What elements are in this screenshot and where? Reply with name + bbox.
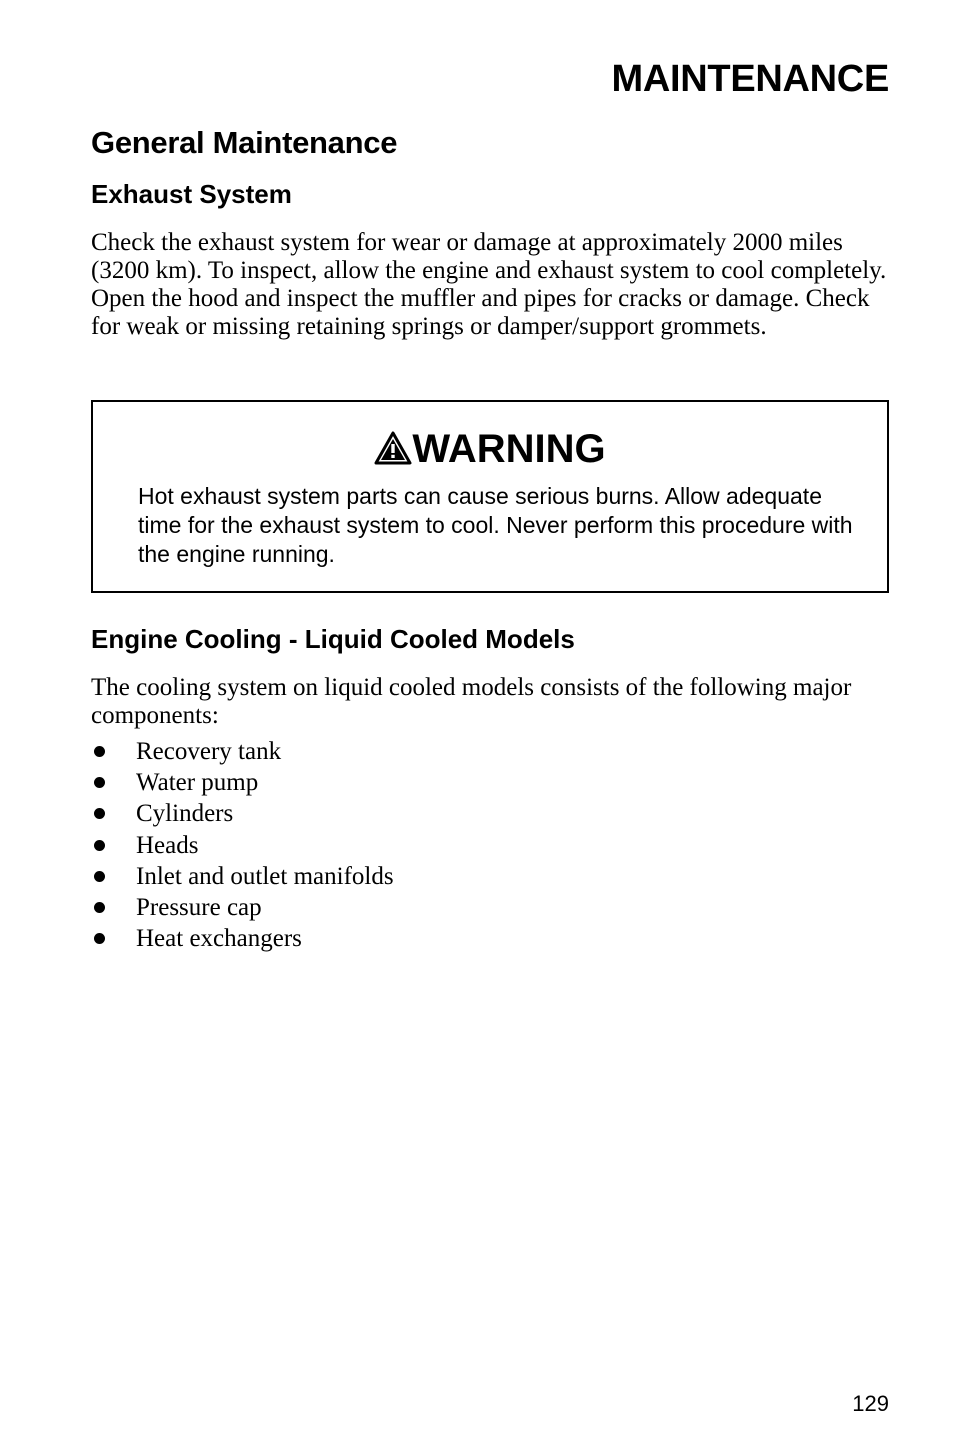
section-title: General Maintenance [91,125,398,160]
warning-title: WARNING [412,427,606,471]
list-item [91,923,394,954]
list-item-label: Pressure cap [136,893,262,921]
warning-text: Hot exhaust system parts can cause serious burns. Allow adequate time for the exhaust system to cool. Never perform this procedure with the engine running. [138,483,853,567]
list-item-label: Inlet and outlet manifolds [136,862,394,890]
list-item-label: Water pump [136,769,259,797]
bullet-icon [94,808,105,819]
list-item [91,798,394,829]
exhaust-paragraph: Check the exhaust system for wear or damage at approximately 2000 miles (3200 km). To inspect, allow the engine and exhaust system to cool completely. Open the hood and inspect the muffler and pipes for cracks or damage. Check for weak or missing retaining springs or damper/support grommets. [91,229,887,340]
warning-triangle-icon [374,431,412,465]
bullet-icon [94,746,105,757]
warning-box [91,400,889,593]
warning-heading [93,426,887,472]
bullet-icon [94,777,105,788]
list-item [91,736,394,767]
list-item [91,830,394,861]
list-item-label: Heat exchangers [136,925,302,953]
bullet-icon [94,902,105,913]
bullet-icon [94,933,105,944]
list-item-label: Cylinders [136,800,234,828]
exhaust-heading: Exhaust System [91,179,292,209]
list-item [91,892,394,923]
list-item-label: Heads [136,831,199,859]
bullet-icon [94,840,105,851]
list-item [91,861,394,892]
cooling-intro: The cooling system on liquid cooled models consists of the following major components: [91,674,852,729]
chapter-title: MAINTENANCE [611,58,889,100]
cooling-heading: Engine Cooling - Liquid Cooled Models [91,624,575,654]
bullet-icon [94,871,105,882]
list-item-label: Recovery tank [136,738,282,765]
manual-page [91,0,889,1454]
components-list [91,736,394,954]
page-number: 129 [852,1391,889,1416]
list-item [91,767,394,798]
